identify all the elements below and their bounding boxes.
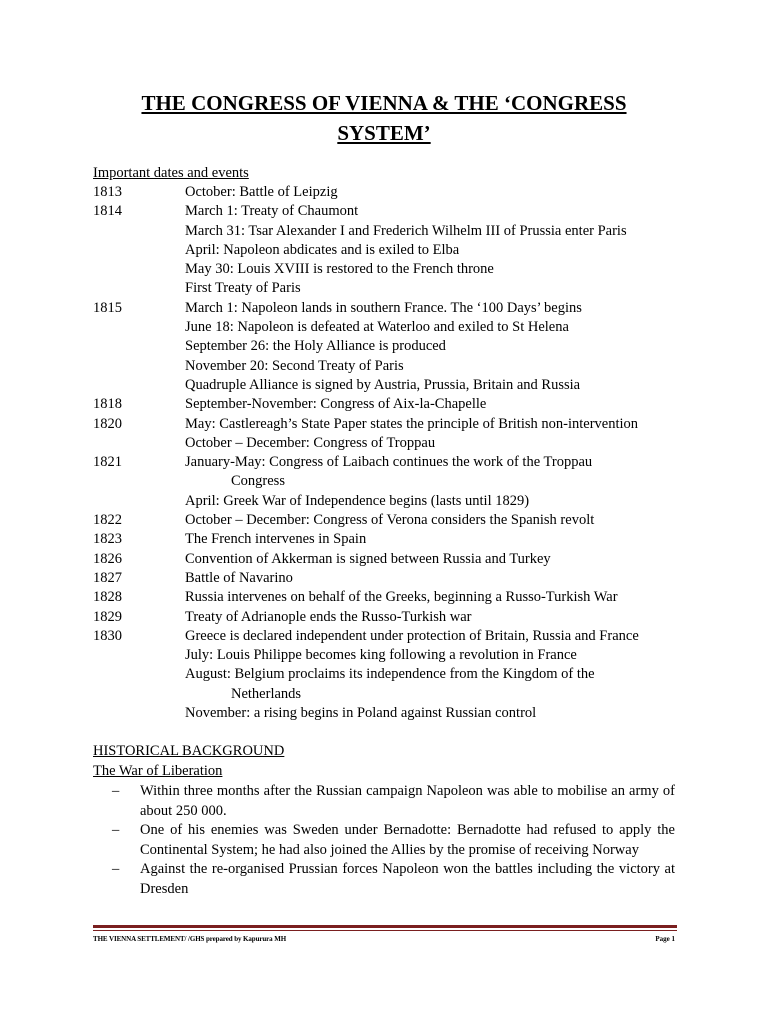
timeline-year bbox=[93, 260, 185, 279]
timeline-row bbox=[93, 453, 693, 472]
timeline-row bbox=[93, 241, 693, 260]
timeline-heading: Important dates and events bbox=[93, 165, 249, 181]
bullet-marker: – bbox=[112, 861, 120, 878]
timeline-year: 1822 bbox=[93, 512, 122, 529]
timeline-year bbox=[93, 492, 185, 511]
timeline-row bbox=[93, 318, 693, 337]
timeline-event: August: Belgium proclaims its independence from the Kingdom of the bbox=[185, 666, 595, 683]
timeline-event: Russia intervenes on behalf of the Greeks, beginning a Russo-Turkish War bbox=[185, 589, 618, 606]
timeline-row bbox=[93, 569, 693, 588]
timeline-year: 1830 bbox=[93, 627, 122, 644]
timeline-year: 1813 bbox=[93, 184, 122, 200]
timeline-row bbox=[93, 202, 693, 221]
timeline-event: March 1: Treaty of Chaumont bbox=[185, 203, 359, 220]
timeline-row bbox=[93, 434, 693, 453]
timeline-year bbox=[93, 376, 185, 395]
timeline-event: May 30: Louis XVIII is restored to the French throne bbox=[185, 261, 494, 278]
footer-rule-thin bbox=[93, 930, 677, 931]
timeline-event: October: Battle of Leipzig bbox=[185, 184, 338, 200]
bullet-text: One of his enemies was Sweden under Bernadotte: Bernadotte had refused to apply the Continental System; he had also joined the Allies by the promise of receiving Norway bbox=[140, 822, 675, 858]
timeline-year: 1826 bbox=[93, 550, 122, 567]
timeline-row bbox=[93, 530, 693, 549]
timeline-row bbox=[93, 260, 693, 279]
timeline-event: The French intervenes in Spain bbox=[185, 531, 367, 548]
timeline-event: March 31: Tsar Alexander I and Frederich Wilhelm III of Prussia enter Paris bbox=[185, 222, 627, 239]
timeline-event: First Treaty of Paris bbox=[185, 280, 301, 297]
timeline-event: September-November: Congress of Aix-la-Chapelle bbox=[185, 396, 487, 413]
timeline-row bbox=[93, 608, 693, 627]
timeline-year bbox=[93, 665, 185, 684]
timeline-year bbox=[93, 241, 185, 260]
timeline-event: November 20: Second Treaty of Paris bbox=[185, 357, 404, 374]
timeline-event: Greece is declared independent under protection of Britain, Russia and France bbox=[185, 627, 639, 644]
timeline-year: 1829 bbox=[93, 608, 122, 625]
timeline-event: Quadruple Alliance is signed by Austria, Prussia, Britain and Russia bbox=[185, 376, 581, 393]
timeline-event: April: Greek War of Independence begins (lasts until 1829) bbox=[185, 492, 530, 509]
timeline-row bbox=[93, 685, 693, 704]
footer-rule-thick bbox=[93, 925, 677, 928]
timeline-event: Treaty of Adrianople ends the Russo-Turkish war bbox=[185, 608, 472, 625]
timeline-row bbox=[93, 357, 693, 376]
timeline-year: 1818 bbox=[93, 396, 122, 413]
timeline-event: March 1: Napoleon lands in southern France. The ‘100 Days’ begins bbox=[185, 299, 582, 316]
bullet-list bbox=[112, 782, 675, 900]
timeline-event: July: Louis Philippe becomes king following a revolution in France bbox=[185, 647, 577, 664]
bullet-item bbox=[112, 782, 675, 821]
timeline-event: Netherlands bbox=[231, 685, 302, 702]
timeline-row bbox=[93, 415, 693, 434]
timeline-event: October – December: Congress of Verona considers the Spanish revolt bbox=[185, 512, 595, 529]
timeline-row bbox=[93, 646, 693, 665]
bullet-marker: – bbox=[112, 822, 120, 839]
timeline-event: May: Castlereagh’s State Paper states the principle of British non-intervention bbox=[185, 415, 639, 432]
bullet-item bbox=[112, 860, 675, 899]
timeline-year bbox=[93, 279, 185, 298]
timeline-year bbox=[93, 472, 185, 491]
timeline-row bbox=[93, 704, 693, 723]
bullet-item bbox=[112, 821, 675, 860]
timeline-year bbox=[93, 685, 185, 704]
timeline-event: Convention of Akkerman is signed between Russia and Turkey bbox=[185, 550, 551, 567]
timeline-row bbox=[93, 376, 693, 395]
timeline-row bbox=[93, 550, 693, 569]
timeline-list bbox=[93, 183, 693, 723]
timeline-year: 1821 bbox=[93, 454, 122, 471]
timeline-row bbox=[93, 337, 693, 356]
timeline-event: Battle of Navarino bbox=[185, 569, 293, 586]
timeline-row bbox=[93, 511, 693, 530]
timeline-event: September 26: the Holy Alliance is produced bbox=[185, 338, 446, 355]
timeline-year: 1827 bbox=[93, 569, 122, 586]
footer-left-text: THE VIENNA SETTLEMENT/ /GHS prepared by Kapurura MH bbox=[93, 935, 287, 943]
timeline-event: April: Napoleon abdicates and is exiled to Elba bbox=[185, 241, 460, 258]
bullet-text: Within three months after the Russian campaign Napoleon was able to mobilise an army of about 250 000. bbox=[140, 783, 675, 819]
timeline-event: Congress bbox=[231, 473, 285, 490]
timeline-row bbox=[93, 279, 693, 298]
timeline-row bbox=[93, 222, 693, 241]
timeline-year bbox=[93, 357, 185, 376]
timeline-row bbox=[93, 299, 693, 318]
timeline-row bbox=[93, 395, 693, 414]
bullet-text: Against the re-organised Prussian forces Napoleon won the battles including the victory at Dresden bbox=[140, 861, 675, 897]
timeline-year: 1823 bbox=[93, 531, 122, 548]
timeline-year bbox=[93, 434, 185, 453]
timeline-event: November: a rising begins in Poland against Russian control bbox=[185, 705, 537, 722]
timeline-year bbox=[93, 318, 185, 337]
timeline-year bbox=[93, 646, 185, 665]
timeline-year bbox=[93, 222, 185, 241]
timeline-row bbox=[93, 588, 693, 607]
timeline-row bbox=[93, 492, 693, 511]
timeline-year bbox=[93, 337, 185, 356]
timeline-year: 1814 bbox=[93, 203, 122, 220]
background-heading: HISTORICAL BACKGROUND bbox=[93, 743, 285, 759]
timeline-year: 1820 bbox=[93, 415, 122, 432]
timeline-row bbox=[93, 627, 693, 646]
page-number: Page 1 bbox=[655, 935, 675, 943]
timeline-row bbox=[93, 472, 693, 491]
timeline-year bbox=[93, 704, 185, 723]
timeline-event: June 18: Napoleon is defeated at Waterloo and exiled to St Helena bbox=[185, 319, 569, 336]
timeline-row bbox=[93, 665, 693, 684]
timeline-year: 1815 bbox=[93, 299, 122, 316]
timeline-event: October – December: Congress of Troppau bbox=[185, 434, 436, 451]
timeline-year: 1828 bbox=[93, 589, 122, 606]
bullet-marker: – bbox=[112, 783, 120, 799]
timeline-row bbox=[93, 183, 693, 202]
war-of-liberation-subheading: The War of Liberation bbox=[93, 763, 223, 779]
document-title: THE CONGRESS OF VIENNA & THE ‘CONGRESS SYSTEM’ bbox=[141, 91, 627, 145]
timeline-event: January-May: Congress of Laibach continues the work of the Troppau bbox=[185, 454, 593, 471]
